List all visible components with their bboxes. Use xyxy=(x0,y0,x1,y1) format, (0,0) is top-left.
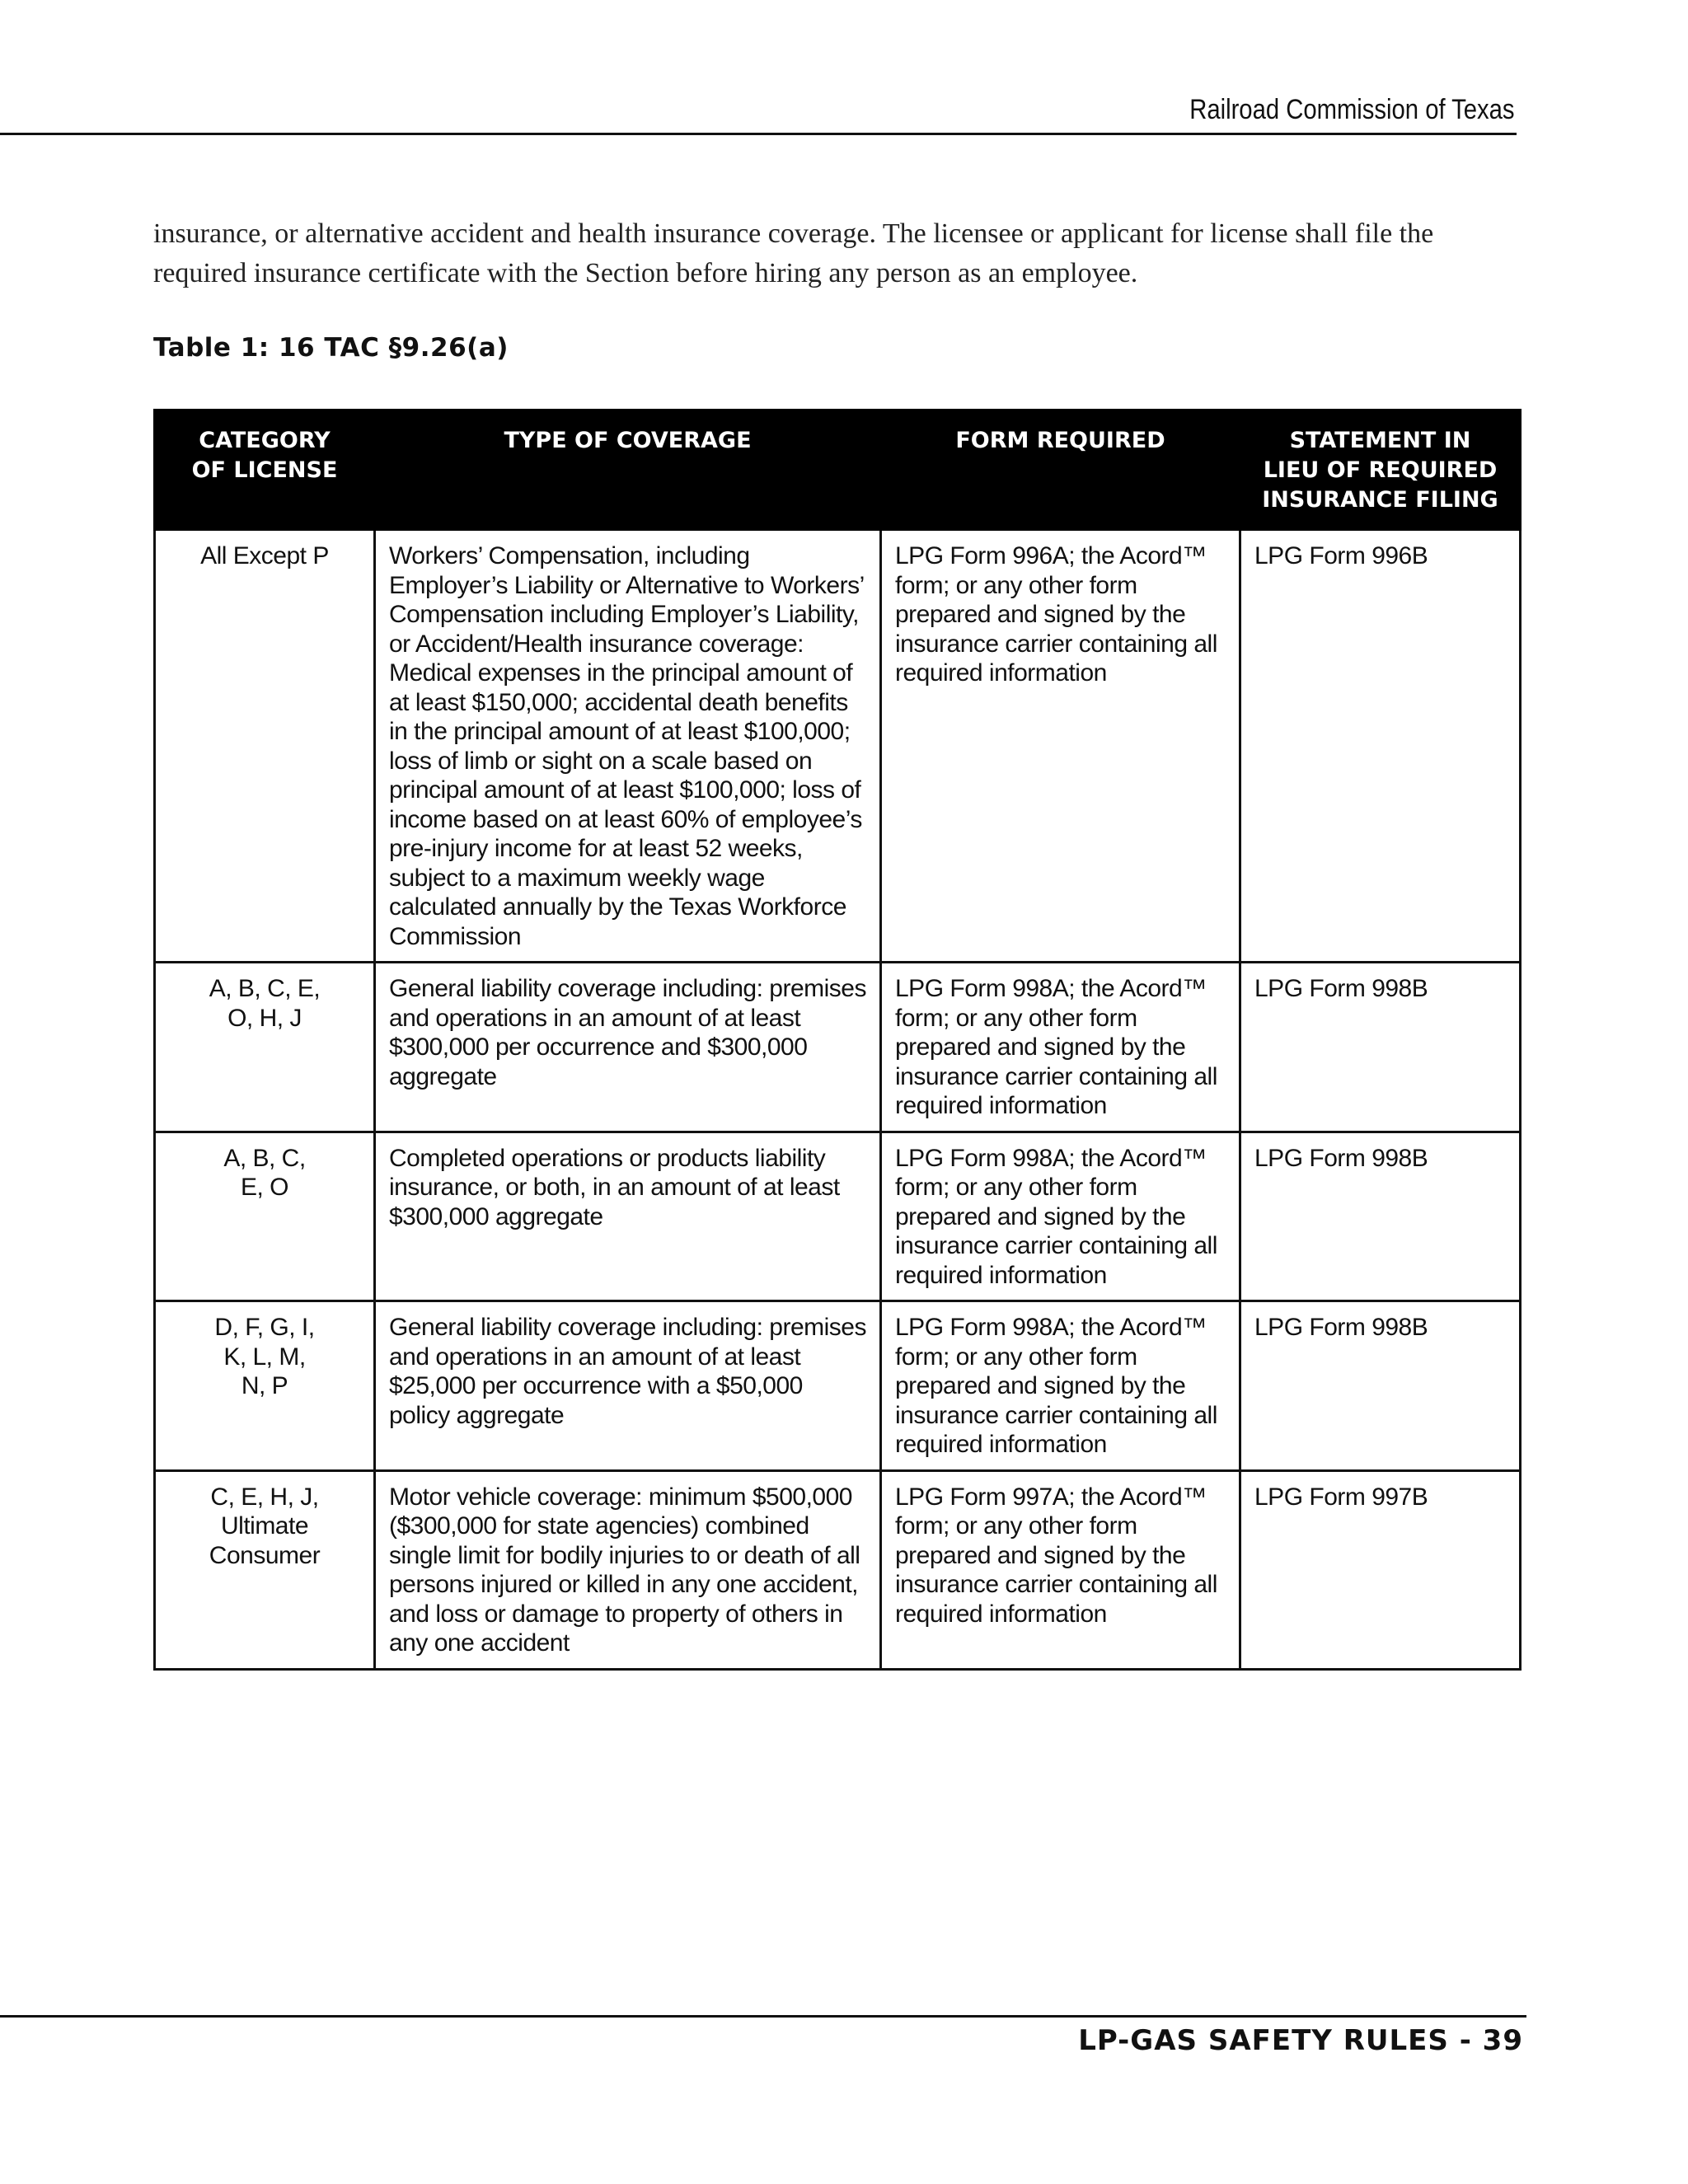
statement-cell: LPG Form 996B xyxy=(1240,530,1521,963)
column-header-coverage: TYPE OF COVERAGE xyxy=(375,410,881,530)
coverage-cell: General liability coverage including: premises and operations in an amount of at least $300,000 per occurrence and $300,000 aggregate xyxy=(375,963,881,1132)
intro-paragraph: insurance, or alternative accident and health insurance coverage. The licensee or applicant for license shall file the required insurance certificate with the Section before hiring any person as an employee. xyxy=(153,218,1434,288)
statement-cell: LPG Form 998B xyxy=(1240,1301,1521,1471)
column-header-category: CATEGORY OF LICENSE xyxy=(155,410,375,530)
coverage-cell: General liability coverage including: premises and operations in an amount of at least $25,000 per occurrence with a $50,000 policy aggregate xyxy=(375,1301,881,1471)
coverage-cell: Workers’ Compensation, including Employer’s Liability or Alternative to Workers’ Compensation including Employer’s Liability, or Accident/Health insurance coverage: Medical expenses in the principal amount of at least $150,000; accidental death benefits in the principal amount of at least $100,000; loss of limb or sight on a scale based on principal amount of at least $100,000; loss of income based on at least 60% of employee’s pre-injury income for at least 52 weeks, subject to a maximum weekly wage calculated annually by the Texas Workforce Commission xyxy=(375,530,881,963)
statement-cell: LPG Form 997B xyxy=(1240,1470,1521,1669)
footer-divider xyxy=(0,2015,1526,2018)
category-cell: All Except P xyxy=(155,530,375,963)
column-header-statement: STATEMENT IN LIEU OF REQUIRED INSURANCE FILING xyxy=(1240,410,1521,530)
page-footer: LP-GAS SAFETY RULES - 39 xyxy=(1078,2024,1523,2057)
table-row xyxy=(155,530,1521,963)
table-row xyxy=(155,963,1521,1132)
category-cell: A, B, C, E, O, H, J xyxy=(155,963,375,1132)
statement-cell: LPG Form 998B xyxy=(1240,963,1521,1132)
table-row xyxy=(155,1301,1521,1471)
running-header: Railroad Commission of Texas xyxy=(1189,94,1515,125)
table-caption: Table 1: 16 TAC §9.26(a) xyxy=(153,333,509,363)
statement-cell: LPG Form 998B xyxy=(1240,1132,1521,1301)
insurance-table-container xyxy=(153,409,1519,1671)
category-cell: C, E, H, J, Ultimate Consumer xyxy=(155,1470,375,1669)
coverage-cell: Completed operations or products liability insurance, or both, in an amount of at least $300,000 aggregate xyxy=(375,1132,881,1301)
category-cell: D, F, G, I, K, L, M, N, P xyxy=(155,1301,375,1471)
insurance-table xyxy=(153,409,1522,1671)
form-cell: LPG Form 998A; the Acord™ form; or any other form prepared and signed by the insurance carrier containing all required information xyxy=(881,963,1240,1132)
column-header-form: FORM REQUIRED xyxy=(881,410,1240,530)
form-cell: LPG Form 996A; the Acord™ form; or any other form prepared and signed by the insurance carrier containing all required information xyxy=(881,530,1240,963)
header-divider xyxy=(0,133,1517,135)
form-cell: LPG Form 998A; the Acord™ form; or any other form prepared and signed by the insurance carrier containing all required information xyxy=(881,1132,1240,1301)
form-cell: LPG Form 997A; the Acord™ form; or any other form prepared and signed by the insurance carrier containing all required information xyxy=(881,1470,1240,1669)
table-row xyxy=(155,1132,1521,1301)
form-cell: LPG Form 998A; the Acord™ form; or any other form prepared and signed by the insurance carrier containing all required information xyxy=(881,1301,1240,1471)
table-header-row xyxy=(155,410,1521,530)
coverage-cell: Motor vehicle coverage: minimum $500,000 ($300,000 for state agencies) combined single limit for bodily injuries to or death of all persons injured or killed in any one accident, and loss or damage to property of others in any one accident xyxy=(375,1470,881,1669)
category-cell: A, B, C, E, O xyxy=(155,1132,375,1301)
table-row xyxy=(155,1470,1521,1669)
